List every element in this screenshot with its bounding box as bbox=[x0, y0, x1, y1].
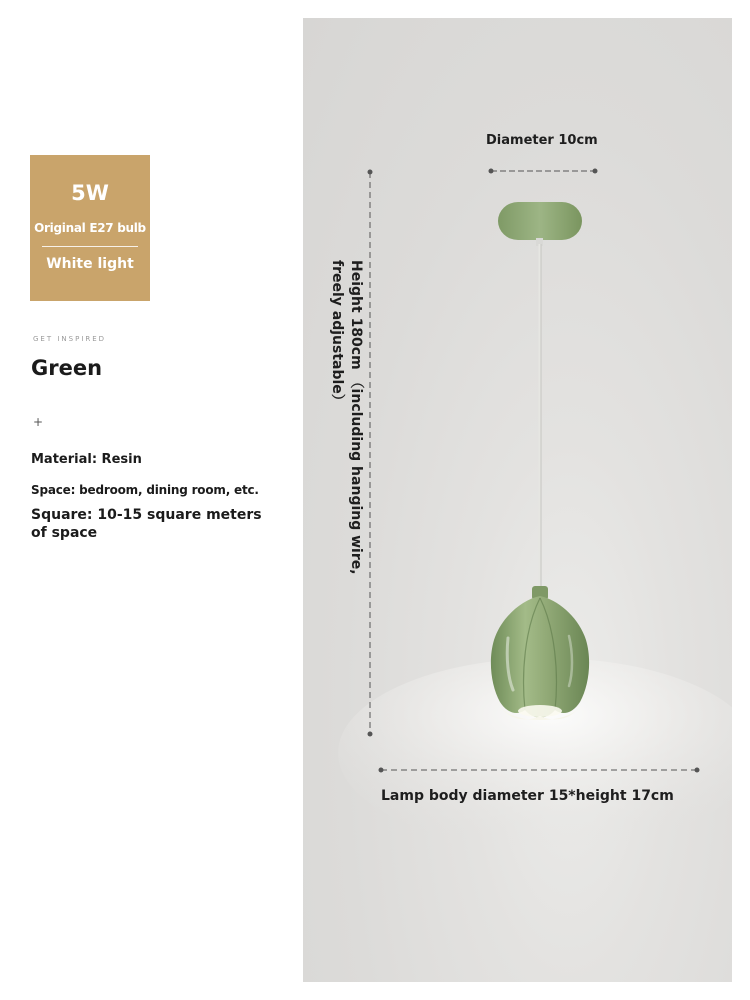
spec-material: Material: Resin bbox=[31, 452, 142, 467]
badge-divider bbox=[42, 246, 138, 247]
badge-bulb: Original E27 bulb bbox=[34, 221, 146, 235]
lamp-illustration bbox=[303, 18, 732, 982]
plus-icon: + bbox=[33, 415, 44, 429]
badge-power: 5W bbox=[71, 181, 109, 205]
diameter-dimension-end-right bbox=[593, 169, 598, 174]
kicker-text: GET INSPIRED bbox=[33, 335, 107, 343]
color-name: Green bbox=[31, 356, 103, 380]
height-dimension-end-top bbox=[368, 170, 373, 175]
diameter-label: Diameter 10cm bbox=[486, 133, 598, 148]
diameter-dimension-end-left bbox=[489, 169, 494, 174]
badge-light: White light bbox=[46, 256, 134, 272]
spec-square: Square: 10-15 square meters of space bbox=[31, 507, 262, 541]
ceiling-canopy bbox=[498, 202, 582, 240]
body-dimension-label: Lamp body diameter 15*height 17cm bbox=[381, 788, 674, 804]
body-dimension-end-right bbox=[695, 768, 700, 773]
product-panel bbox=[303, 18, 732, 982]
height-dimension-end-bottom bbox=[368, 732, 373, 737]
height-label: Height 180cm （including hanging wire, freely adjustable） bbox=[329, 260, 364, 575]
spec-space: Space: bedroom, dining room, etc. bbox=[31, 483, 259, 497]
spec-badge bbox=[30, 155, 150, 301]
body-dimension-end-left bbox=[379, 768, 384, 773]
